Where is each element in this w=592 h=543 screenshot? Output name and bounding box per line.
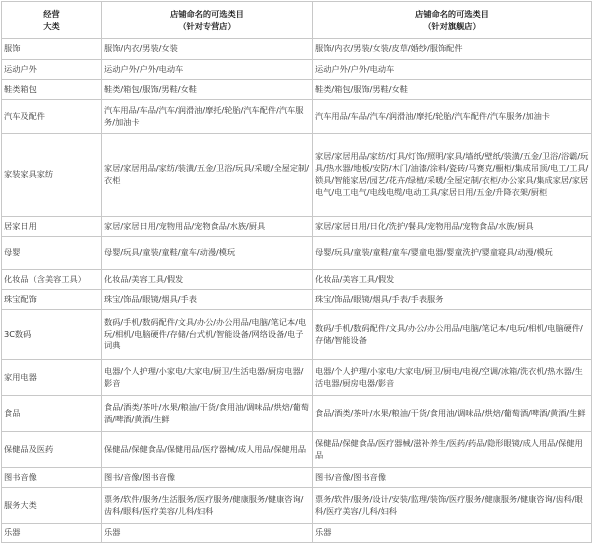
- table-row: [2, 310, 592, 360]
- category-table: [1, 1, 592, 543]
- specialty-cell: 化妆品/美容工具/假发: [102, 270, 313, 290]
- category-cell: 食品: [2, 396, 102, 432]
- specialty-cell: 珠宝/饰品/眼镜/烟具/手表: [102, 290, 313, 310]
- category-cell: 珠宝配饰: [2, 290, 102, 310]
- category-cell: 居家日用: [2, 217, 102, 237]
- flagship-cell: 乐器: [313, 524, 592, 543]
- specialty-cell: 票务/软件/服务/生活服务/医疗服务/健康服务/健康咨询/齿科/眼科/医疗美容/儿科/妇科: [102, 488, 313, 524]
- category-cell: 服饰: [2, 39, 102, 60]
- header-category: [2, 2, 102, 39]
- flagship-cell: 票务/软件/服务/设计/安装/监理/装饰/医疗服务/健康服务/健康咨询/齿科/眼科/医疗美容/儿科/妇科: [313, 488, 592, 524]
- header-flagship-line2: （针对旗舰店）: [423, 21, 481, 31]
- flagship-cell: 电器/个人护理/小家电/大家电/厨卫/厨电/电视/空调/冰箱/洗衣机/热水器/生活电器/厨房电器/影音: [313, 360, 592, 396]
- specialty-cell: 服饰/内衣/男装/女装: [102, 39, 313, 60]
- category-cell: 母婴: [2, 237, 102, 270]
- table-row: [2, 134, 592, 217]
- table-row: [2, 290, 592, 310]
- category-cell: 乐器: [2, 524, 102, 543]
- specialty-cell: 家居/家居用品/家纺/装潢/五金/卫浴/玩具/采暖/全屋定制/衣柜: [102, 134, 313, 217]
- flagship-cell: 食品/酒类/茶叶/水果/粮油/干货/食用油/调味品/烘焙/葡萄酒/啤酒/黄酒/生鲜: [313, 396, 592, 432]
- table-row: [2, 217, 592, 237]
- specialty-cell: 家居/家居日用/宠物用品/宠物食品/水族/厨具: [102, 217, 313, 237]
- specialty-cell: 汽车用品/车品/汽车/润滑油/摩托/轮胎/汽车配件/汽车服务/加油卡: [102, 100, 313, 134]
- category-cell: 服务大类: [2, 488, 102, 524]
- specialty-cell: 母婴/玩具/童装/童鞋/童车/动漫/模玩: [102, 237, 313, 270]
- table-row: [2, 80, 592, 100]
- flagship-cell: 母婴/玩具/童装/童鞋/童车/婴童电器/婴童洗护/婴童寝具/动漫/模玩: [313, 237, 592, 270]
- table-row: [2, 432, 592, 468]
- flagship-cell: 运动户外/户外/电动车: [313, 60, 592, 80]
- flagship-cell: 化妆品/美容工具/假发: [313, 270, 592, 290]
- category-cell: 化妆品（含美容工具）: [2, 270, 102, 290]
- table-row: [2, 396, 592, 432]
- table-row: [2, 524, 592, 543]
- flagship-cell: 保健品/保健食品/医疗器械/滋补养生/医药/药品/隐形眼镜/成人用品/保健用品: [313, 432, 592, 468]
- header-flagship: [313, 2, 592, 39]
- category-cell: 图书音像: [2, 468, 102, 488]
- category-cell: 家用电器: [2, 360, 102, 396]
- category-cell: 鞋类箱包: [2, 80, 102, 100]
- category-cell: 家装家具家纺: [2, 134, 102, 217]
- table-row: [2, 468, 592, 488]
- specialty-cell: 保健品/保健食品/保健用品/医疗器械/成人用品/保健用品: [102, 432, 313, 468]
- table-row: [2, 39, 592, 60]
- header-category-line1: 经营: [43, 9, 60, 19]
- specialty-cell: 乐器: [102, 524, 313, 543]
- flagship-cell: 汽车用品/车品/汽车/润滑油/摩托/轮胎/汽车配件/汽车服务/加油卡: [313, 100, 592, 134]
- flagship-cell: 珠宝/饰品/眼镜/烟具/手表/手表服务: [313, 290, 592, 310]
- flagship-cell: 图书/音像/图书音像: [313, 468, 592, 488]
- specialty-cell: 电器/个人护理/小家电/大家电/厨卫/生活电器/厨房电器/影音: [102, 360, 313, 396]
- table-row: [2, 488, 592, 524]
- flagship-cell: 服饰/内衣/男装/女装/皮草/婚纱/服饰配件: [313, 39, 592, 60]
- flagship-cell: 鞋类/箱包/服饰/男鞋/女鞋: [313, 80, 592, 100]
- header-specialty-line1: 店铺命名的可选类目: [170, 9, 244, 19]
- flagship-cell: 家居/家居用品/家纺/灯具/灯饰/照明/家具/墙纸/壁纸/装潢/五金/卫浴/浴霸/玩具/热水器/地板/安防/木门/油漆/涂料/瓷砖/马赛克/橱柜/集成吊顶/电工/工具/锁具/智能家居/园艺/花卉/绿植/采暖/全屋定制/衣柜/办公家具/集成家居/家居电气/电工电气/电线电缆/电动工具/家居日用/五金/升降衣架/厨柜: [313, 134, 592, 217]
- flagship-cell: 家居/家居日用/日化/洗护/餐具/宠物用品/宠物食品/水族/厨具: [313, 217, 592, 237]
- category-cell: 保健品及医药: [2, 432, 102, 468]
- header-category-line2: 大类: [43, 21, 60, 31]
- category-cell: 汽车及配件: [2, 100, 102, 134]
- specialty-cell: 数码/手机/数码配件/文具/办公/办公用品/电脑/笔记本/电玩/相机/电脑硬件/存储/台式机/智能设备/网络设备/电子词典: [102, 310, 313, 360]
- header-flagship-line1: 店铺命名的可选类目: [415, 9, 489, 19]
- table-row: [2, 237, 592, 270]
- table-row: [2, 100, 592, 134]
- table-row: [2, 60, 592, 80]
- header-row: [2, 2, 592, 39]
- specialty-cell: 鞋类/箱包/服饰/男鞋/女鞋: [102, 80, 313, 100]
- specialty-cell: 图书/音像/图书音像: [102, 468, 313, 488]
- flagship-cell: 数码/手机/数码配件/文具/办公/办公用品/电脑/笔记本/电玩/相机/电脑硬件/存储/智能设备: [313, 310, 592, 360]
- category-cell: 运动户外: [2, 60, 102, 80]
- category-cell: 3C数码: [2, 310, 102, 360]
- specialty-cell: 运动户外/户外/电动车: [102, 60, 313, 80]
- table-row: [2, 270, 592, 290]
- header-specialty-line2: （针对专营店）: [178, 21, 236, 31]
- specialty-cell: 食品/酒类/茶叶/水果/粮油/干货/食用油/调味品/烘焙/葡萄酒/啤酒/黄酒/生鲜: [102, 396, 313, 432]
- header-specialty: [102, 2, 313, 39]
- table-row: [2, 360, 592, 396]
